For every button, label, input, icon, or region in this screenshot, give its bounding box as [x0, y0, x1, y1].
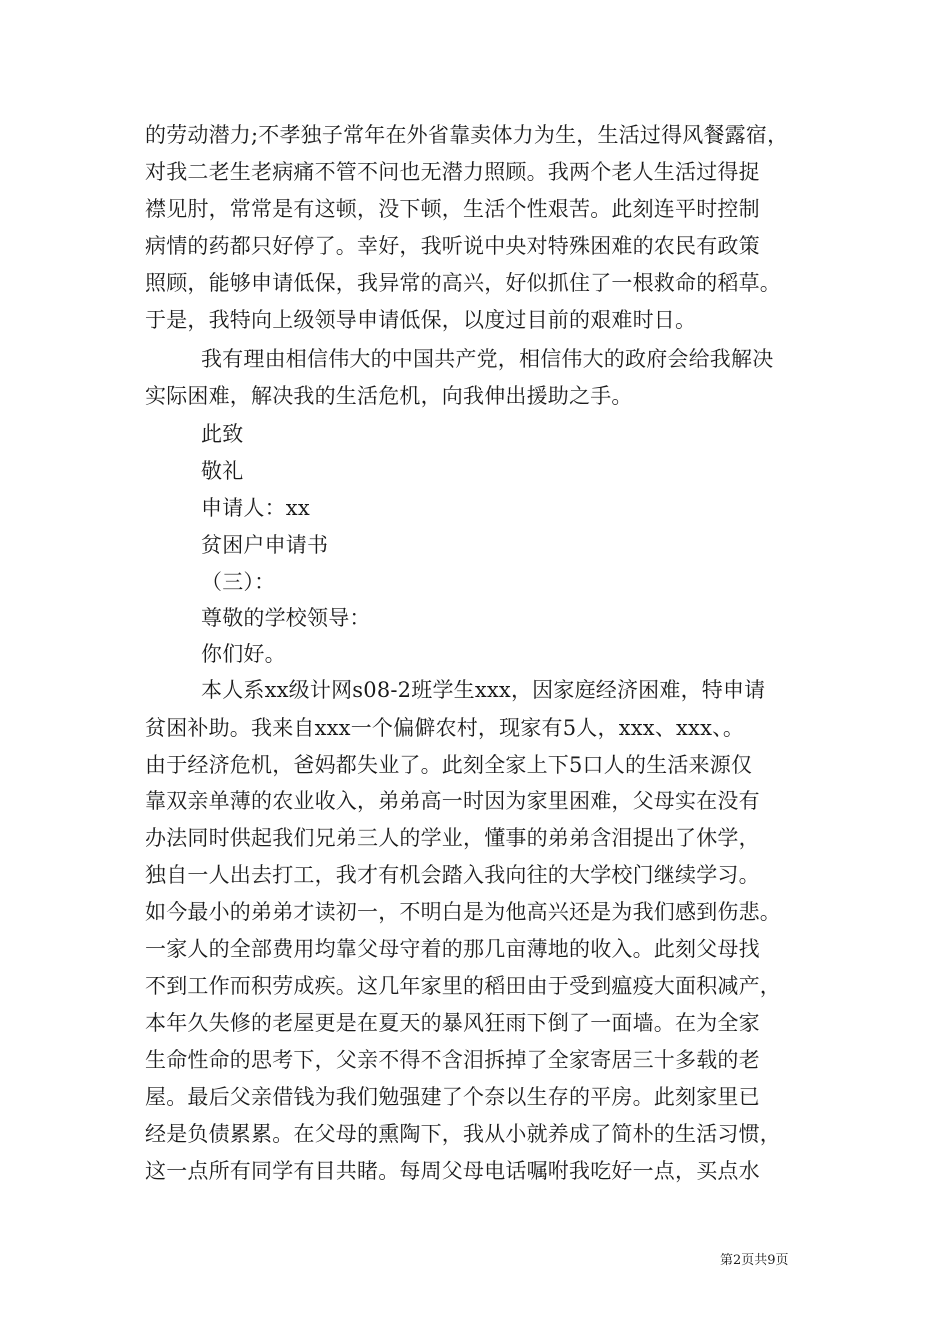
text-line: 不到工作而积劳成疾。这几年家里的稻田由于受到瘟疫大面积减产，: [145, 974, 781, 998]
greeting-line: 你们好。: [201, 642, 286, 666]
closing-line: 此致: [201, 422, 244, 446]
text-line: 实际困难，解决我的生活危机，向我伸出援助之手。: [145, 384, 633, 408]
text-line: 由于经济危机，爸妈都失业了。此刻全家上下5口人的生活来源仅: [145, 753, 753, 777]
page-number: 第2页共9页: [720, 1253, 789, 1268]
text-line: 本年久失修的老屋更是在夏天的暴风狂雨下倒了一面墙。在为全家: [145, 1011, 760, 1035]
closing-line: 敬礼: [201, 459, 244, 483]
text-line: 屋。最后父亲借钱为我们勉强建了个奈以生存的平房。此刻家里已: [145, 1085, 760, 1109]
text-line: 经是负债累累。在父母的熏陶下，我从小就养成了简朴的生活习惯，: [145, 1122, 781, 1146]
text-line: 对我二老生老病痛不管不问也无潜力照顾。我两个老人生活过得捉: [145, 160, 760, 184]
text-line: 一家人的全部费用均靠父母守着的那几亩薄地的收入。此刻父母找: [145, 937, 760, 961]
text-line: 襟见肘，常常是有这顿，没下顿，生活个性艰苦。此刻连平时控制: [145, 197, 760, 221]
text-line: 如今最小的弟弟才读初一，不明白是为他高兴还是为我们感到伤悲。: [145, 900, 781, 924]
text-line: 照顾，能够申请低保，我异常的高兴，好似抓住了一根救命的稻草。: [145, 271, 781, 295]
text-line: 贫困补助。我来自xxx一个偏僻农村，现家有5人，xxx、xxx、。: [145, 716, 745, 740]
section-number: （三）：: [201, 570, 276, 594]
applicant-line: 申请人：xx: [201, 496, 310, 520]
text-line: 病情的药都只好停了。幸好，我听说中央对特殊困难的农民有政策: [145, 234, 760, 258]
text-line: 这一点所有同学有目共睹。每周父母电话嘱咐我吃好一点，买点水: [145, 1159, 760, 1183]
text-line: 靠双亲单薄的农业收入，弟弟高一时因为家里困难，父母实在没有: [145, 789, 760, 813]
text-line: 本人系xx级计网s08-2班学生xxx，因家庭经济困难，特申请: [201, 678, 766, 702]
text-line: 办法同时供起我们兄弟三人的学业，懂事的弟弟含泪提出了休学，: [145, 826, 760, 850]
text-line: 独自一人出去打工，我才有机会踏入我向往的大学校门继续学习。: [145, 863, 760, 887]
text-line: 生命性命的思考下，父亲不得不含泪拆掉了全家寄居三十多载的老: [145, 1048, 760, 1072]
text-line: 于是，我特向上级领导申请低保，以度过目前的艰难时日。: [145, 308, 697, 332]
section-title: 贫困户申请书: [201, 533, 329, 557]
text-line: 我有理由相信伟大的中国共产党，相信伟大的政府会给我解决: [201, 347, 774, 371]
salutation-line: 尊敬的学校领导：: [201, 606, 371, 630]
text-line: 的劳动潜力;不孝独子常年在外省靠卖体力为生，生活过得风餐露宿，: [145, 123, 789, 147]
